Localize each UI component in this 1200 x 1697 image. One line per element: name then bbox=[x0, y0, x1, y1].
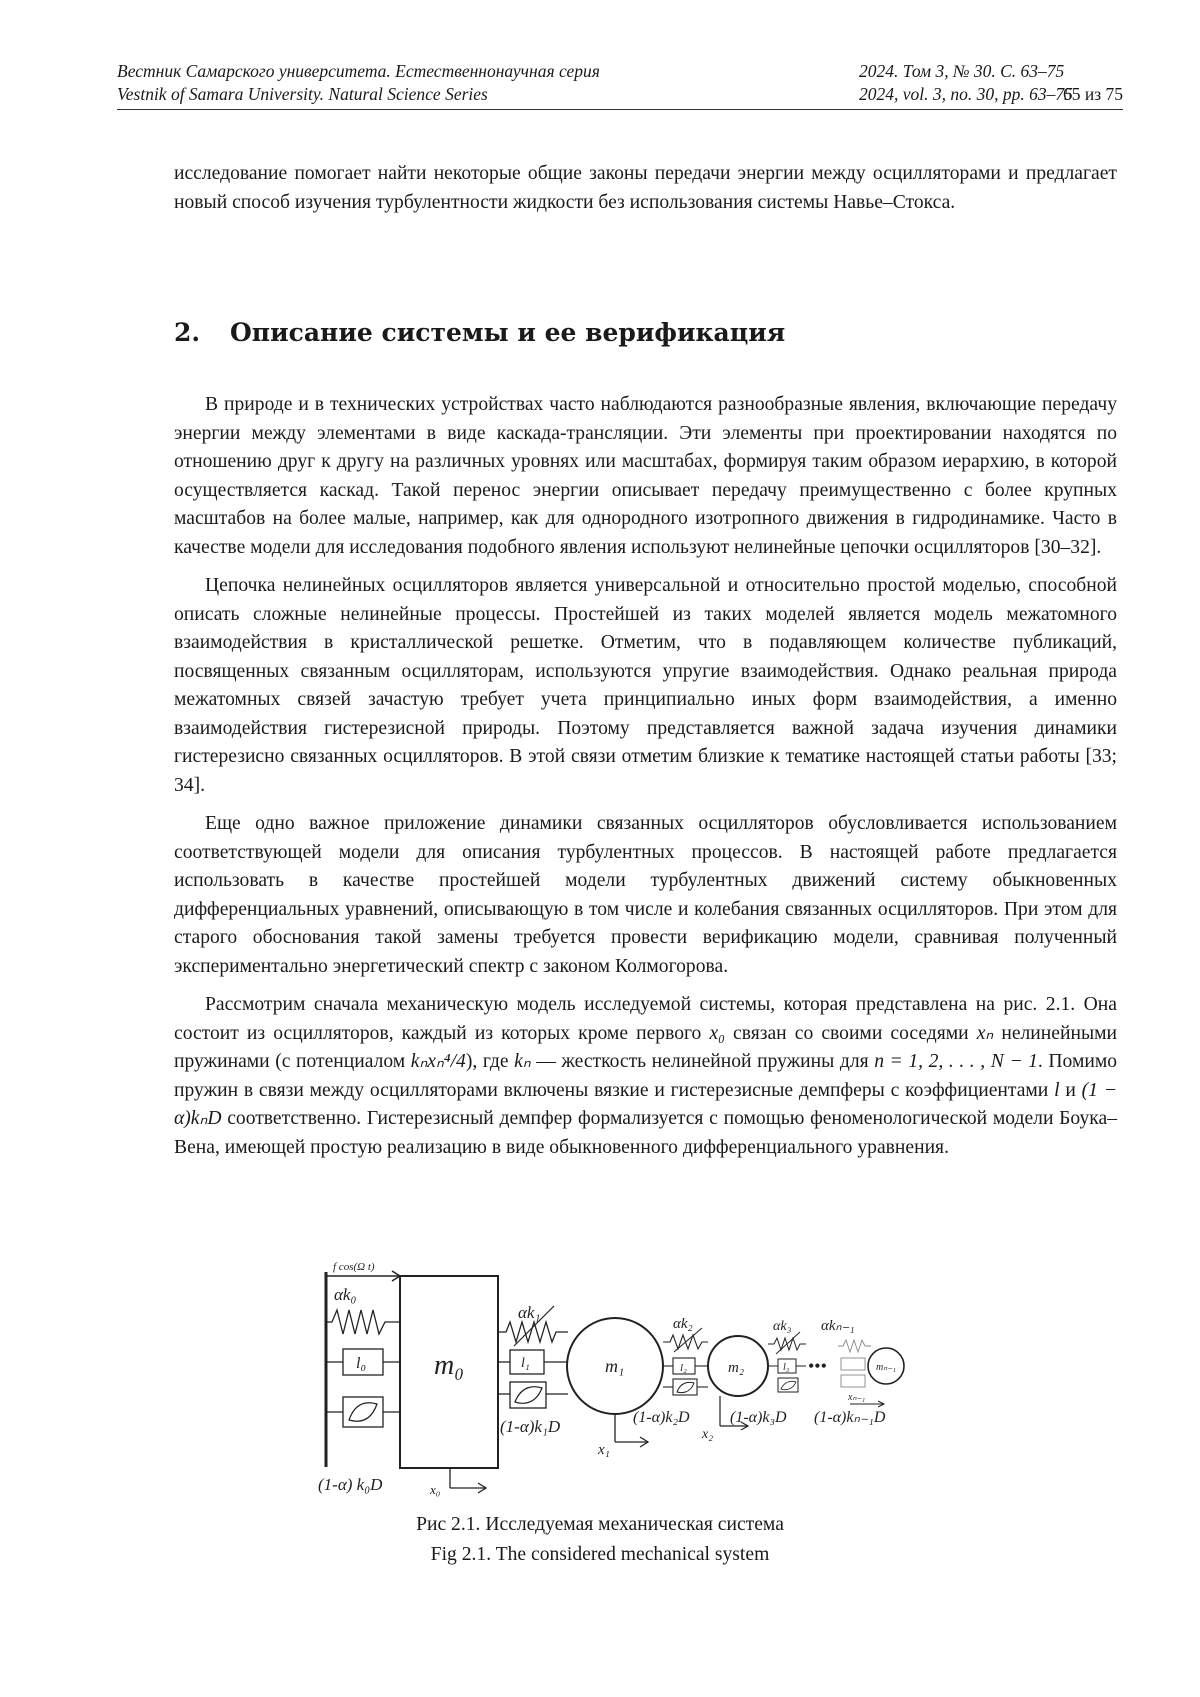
text-run: связан со своими соседями bbox=[724, 1022, 977, 1044]
damper-N-box bbox=[841, 1358, 865, 1370]
math-xn: xₙ bbox=[976, 1022, 994, 1044]
mass-label-m1: m₁ bbox=[605, 1356, 625, 1376]
hyst-2-loop bbox=[677, 1382, 694, 1392]
ellipsis-dots: ••• bbox=[808, 1356, 827, 1376]
paragraph-1: В природе и в технических устройствах часто наблюдаются разнообразные явления, включающие передачу энергии между элементами в виде каскада-трансляции. Эти элементы при проектировании находятся по отношению друг к другу на различных уровнях или масштабах, формируя таким образом иерархию, в которой осуществляется каскад. Такой перенос энергии описывает передачу преимущественно с более крупных масштабов на более малые, например, как для однородного изотропного движения в гидродинамике. Часто в качестве модели для исследования подобного явления используют нелинейные цепочки осцилляторов [30–32]. bbox=[174, 394, 1117, 558]
hyst-label-d3: (1-α)k₃D bbox=[730, 1409, 787, 1426]
spring-3-var-arrow bbox=[776, 1332, 800, 1354]
hyst-label-d1: (1-α)k₁D bbox=[500, 1417, 561, 1436]
spring-label-ak1: αk₁ bbox=[518, 1303, 541, 1322]
math-l: l bbox=[1054, 1079, 1060, 1101]
journal-title-ru: Вестник Самарского университета. Естественнонаучная серия bbox=[117, 61, 600, 81]
spring-label-ak0: αk₀ bbox=[334, 1285, 357, 1304]
journal-title-en: Vestnik of Samara University. Natural Science Series bbox=[117, 84, 488, 104]
hyst-1-box bbox=[510, 1382, 546, 1408]
text-run: соответственно. Гистерезисный демпфер формализуется с помощью феноменологической модели Боука–Вена, имеющей простую реализацию в виде обыкновенного дифференциального уравнения. bbox=[174, 1108, 1117, 1158]
x0-label: x₀ bbox=[430, 1482, 441, 1497]
running-header bbox=[117, 60, 1123, 106]
section-title: Описание системы и ее верификация bbox=[230, 318, 786, 347]
mass-label-mN: mₙ₋₁ bbox=[876, 1362, 896, 1373]
hyst-3-box bbox=[778, 1378, 798, 1392]
text-run: Рассмотрим сначала механическую модель исследуемой системы, которая представлена на рис. 2.1. Она состоит из осцилляторов, каждый из которых кроме первого bbox=[174, 994, 1117, 1044]
damper-label-l1: l₁ bbox=[521, 1356, 530, 1371]
math-n-range: n = 1, 2, . . . , N − 1 bbox=[874, 1051, 1038, 1072]
header-rule bbox=[117, 109, 1123, 110]
text-run: — жесткость нелинейной пружины для bbox=[530, 1051, 875, 1072]
damper-label-l2: l₂ bbox=[680, 1362, 687, 1374]
text-run: нелинейными пружинами (с потенциалом bbox=[174, 1022, 1117, 1072]
text-run: ), где bbox=[465, 1051, 515, 1072]
section-heading bbox=[174, 318, 785, 347]
hyst-label-d2: (1-α)k₂D bbox=[633, 1409, 690, 1426]
spring-label-ak3: αk₃ bbox=[773, 1319, 792, 1334]
mass-label-m0: m₀ bbox=[434, 1350, 464, 1381]
page-number: 65 из 75 bbox=[1062, 84, 1123, 104]
spring-N bbox=[838, 1340, 871, 1352]
intro-paragraph: исследование помогает найти некоторые общие законы передачи энергии между осцилляторами и предлагает новый способ изучения турбулентности жидкости без использования системы Навье–Стокса. bbox=[174, 163, 1117, 213]
damper-label-l3: l₃ bbox=[783, 1362, 790, 1373]
hyst-0-box bbox=[343, 1397, 383, 1427]
math-x0: x₀ bbox=[709, 1022, 725, 1044]
text-run: и bbox=[1059, 1079, 1082, 1101]
hyst-1-loop bbox=[515, 1387, 542, 1404]
figure-caption-en: Fig 2.1. The considered mechanical system bbox=[430, 1544, 770, 1565]
spring-label-ak2: αk₂ bbox=[673, 1316, 693, 1332]
spring-1 bbox=[498, 1322, 568, 1342]
damper-label-l0: l₀ bbox=[356, 1355, 367, 1372]
hyst-3-loop bbox=[781, 1381, 796, 1389]
citation-en: 2024, vol. 3, no. 30, pp. 63–75 bbox=[859, 84, 1073, 104]
hyst-0-loop bbox=[349, 1403, 377, 1421]
citation-ru: 2024. Том 3, № 30. С. 63–75 bbox=[859, 61, 1065, 81]
body-text bbox=[174, 391, 1117, 1172]
spring-0 bbox=[326, 1310, 400, 1334]
math-hysteresis-coef: (1 − α)kₙD bbox=[174, 1079, 1117, 1129]
hyst-label-dN: (1-α)kₙ₋₁D bbox=[814, 1409, 886, 1426]
paragraph-3: Еще одно важное приложение динамики связанных осцилляторов обусловливается использованием соответствующей модели для описания турбулентных процессов. В настоящей работе предлагается использовать в качестве простейшей модели турбулентных движений систему обыкновенных дифференциальных уравнений, описывающую в том числе и колебания связанных осцилляторов. При этом для старого обоснования такой замены требуется провести верификацию модели, сравнивая полученный экспериментально энергетический спектр с законом Колмогорова. bbox=[174, 813, 1117, 977]
spring-label-akN: αkₙ₋₁ bbox=[821, 1318, 855, 1334]
intro-text bbox=[174, 160, 1117, 227]
x2-label: x₂ bbox=[702, 1427, 714, 1442]
paragraph-2: Цепочка нелинейных осцилляторов является универсальной и относительно простой моделью, способной описать сложные нелинейные процессы. Простейшей из таких моделей является модель межатомного взаимодействия в кристаллической решетке. Отметим, что в подавляющем количестве публикаций, посвященных связанным осцилляторам, используются упругие взаимодействия. Однако реальная природа межатомных связей зачастую требует учета принципиально иных форм взаимодействия, а именно взаимодействия гистерезисной природы. Поэтому представляется важной задача изучения динамики гистерезисно связанных осцилляторов. В этой связи отметим близкие к тематике настоящей статьи работы [33; 34]. bbox=[174, 575, 1117, 796]
paragraph-4 bbox=[174, 991, 1117, 1162]
mechanical-system-diagram bbox=[318, 1262, 978, 1502]
hyst-label-d0: (1-α) k₀D bbox=[318, 1475, 383, 1494]
math-kn: kₙ bbox=[514, 1051, 531, 1072]
hyst-N-box bbox=[841, 1375, 865, 1387]
xN-label: xₙ₋₁ bbox=[848, 1392, 866, 1403]
force-label: f cos(Ω t) bbox=[333, 1262, 375, 1273]
mass-label-m2: m₂ bbox=[728, 1360, 745, 1376]
x1-label: x₁ bbox=[598, 1442, 610, 1458]
figure-caption-ru: Рис 2.1. Исследуемая механическая система bbox=[416, 1514, 784, 1535]
section-number: 2. bbox=[174, 318, 201, 347]
text-run: . Помимо пружин в связи между осцилляторами включены вязкие и гистерезисные демпферы с коэффициентами bbox=[174, 1051, 1118, 1101]
math-potential: kₙxₙ⁴/4 bbox=[410, 1051, 466, 1072]
